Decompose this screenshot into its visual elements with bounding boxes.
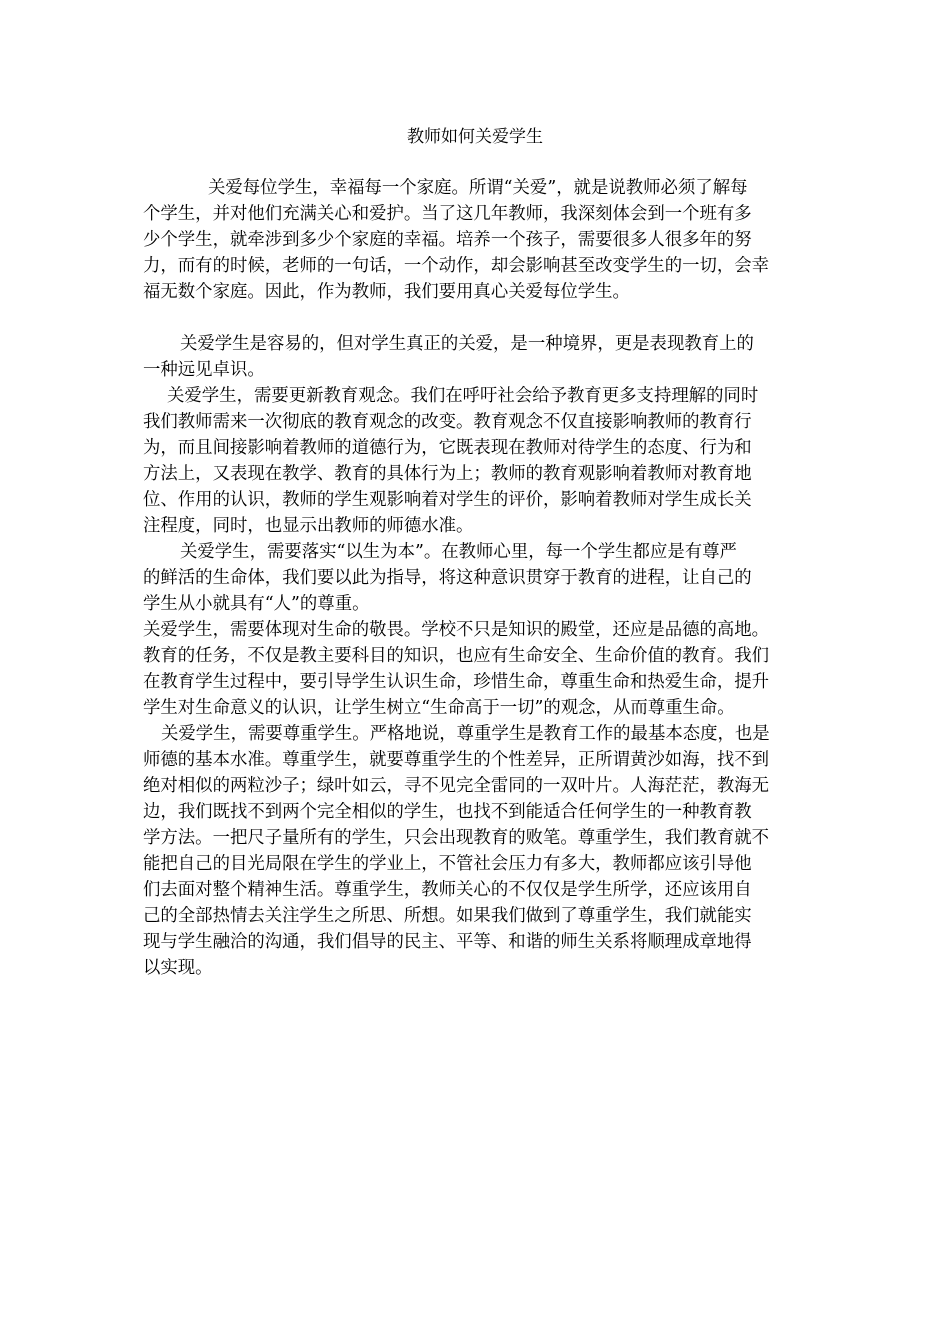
paragraph-1-line-1: 关爱每位学生，幸福每一个家庭。所谓“关爱”，就是说教师必须了解每 bbox=[208, 178, 748, 198]
paragraph-1-line-5: 福无数个家庭。因此，作为教师，我们要用真心关爱每位学生。 bbox=[143, 282, 630, 302]
paragraph-3-line-6: 注程度，同时，也显示出教师的师德水准。 bbox=[143, 516, 474, 536]
paragraph-3-line-4: 方法上，又表现在教学、教育的具体行为上；教师的教育观影响着教师对教育地 bbox=[143, 464, 752, 484]
paragraph-4-line-1: 关爱学生，需要落实“以生为本”。在教师心里，每一个学生都应是有尊严 bbox=[180, 542, 737, 562]
paragraph-4-line-2: 的鲜活的生命体，我们要以此为指导，将这种意识贯穿于教育的进程，让自己的 bbox=[143, 568, 752, 588]
paragraph-1-line-4: 力，而有的时候，老师的一句话，一个动作，却会影响甚至改变学生的一切，会幸 bbox=[143, 256, 770, 276]
paragraph-6-line-4: 边，我们既找不到两个完全相似的学生，也找不到能适合任何学生的一种教育教 bbox=[143, 802, 752, 822]
paragraph-2-line-1: 关爱学生是容易的，但对学生真正的关爱，是一种境界，更是表现教育上的 bbox=[180, 334, 754, 354]
paragraph-5-line-3: 在教育学生过程中，要引导学生认识生命，珍惜生命，尊重生命和热爱生命，提升 bbox=[143, 672, 770, 692]
paragraph-1-line-2: 个学生，并对他们充满关心和爱护。当了这几年教师，我深刻体会到一个班有多 bbox=[143, 204, 752, 224]
paragraph-3-line-5: 位、作用的认识，教师的学生观影响着对学生的评价，影响着教师对学生成长关 bbox=[143, 490, 752, 510]
paragraph-5-line-4: 学生对生命意义的认识，让学生树立“生命高于一切”的观念，从而尊重生命。 bbox=[143, 698, 735, 718]
paragraph-1-line-3: 少个学生，就牵涉到多少个家庭的幸福。培养一个孩子，需要很多人很多年的努 bbox=[143, 230, 752, 250]
paragraph-6-line-2: 师德的基本水准。尊重学生，就要尊重学生的个性差异，正所谓黄沙如海，找不到 bbox=[143, 750, 770, 770]
paragraph-5-line-2: 教育的任务，不仅是教主要科目的知识，也应有生命安全、生命价值的教育。我们 bbox=[143, 646, 770, 666]
paragraph-6-line-1: 关爱学生，需要尊重学生。严格地说，尊重学生是教育工作的最基本态度，也是 bbox=[161, 724, 770, 744]
paragraph-3-line-3: 为，而且间接影响着教师的道德行为，它既表现在教师对待学生的态度、行为和 bbox=[143, 438, 752, 458]
paragraph-3-line-1: 关爱学生，需要更新教育观念。我们在呼吁社会给予教育更多支持理解的同时 bbox=[167, 386, 759, 406]
paragraph-2-line-2: 一种远见卓识。 bbox=[143, 360, 265, 380]
paragraph-6-line-10: 以实现。 bbox=[143, 958, 213, 978]
paragraph-6-line-7: 们去面对整个精神生活。尊重学生，教师关心的不仅仅是学生所学，还应该用自 bbox=[143, 880, 752, 900]
paragraph-6-line-3: 绝对相似的两粒沙子；绿叶如云，寻不见完全雷同的一双叶片。人海茫茫，教海无 bbox=[143, 776, 770, 796]
paragraph-6-line-5: 学方法。一把尺子量所有的学生，只会出现教育的败笔。尊重学生，我们教育就不 bbox=[143, 828, 770, 848]
paragraph-6-line-6: 能把自己的目光局限在学生的学业上，不管社会压力有多大，教师都应该引导他 bbox=[143, 854, 752, 874]
paragraph-6-line-9: 现与学生融洽的沟通，我们倡导的民主、平等、和谐的师生关系将顺理成章地得 bbox=[143, 932, 752, 952]
document-title: 教师如何关爱学生 bbox=[407, 127, 543, 147]
paragraph-4-line-3: 学生从小就具有“人”的尊重。 bbox=[143, 594, 370, 614]
paragraph-6-line-8: 己的全部热情去关注学生之所思、所想。如果我们做到了尊重学生，我们就能实 bbox=[143, 906, 752, 926]
paragraph-5-line-1: 关爱学生，需要体现对生命的敬畏。学校不只是知识的殿堂，还应是品德的高地。 bbox=[143, 620, 770, 640]
paragraph-3-line-2: 我们教师需来一次彻底的教育观念的改变。教育观念不仅直接影响教师的教育行 bbox=[143, 412, 752, 432]
